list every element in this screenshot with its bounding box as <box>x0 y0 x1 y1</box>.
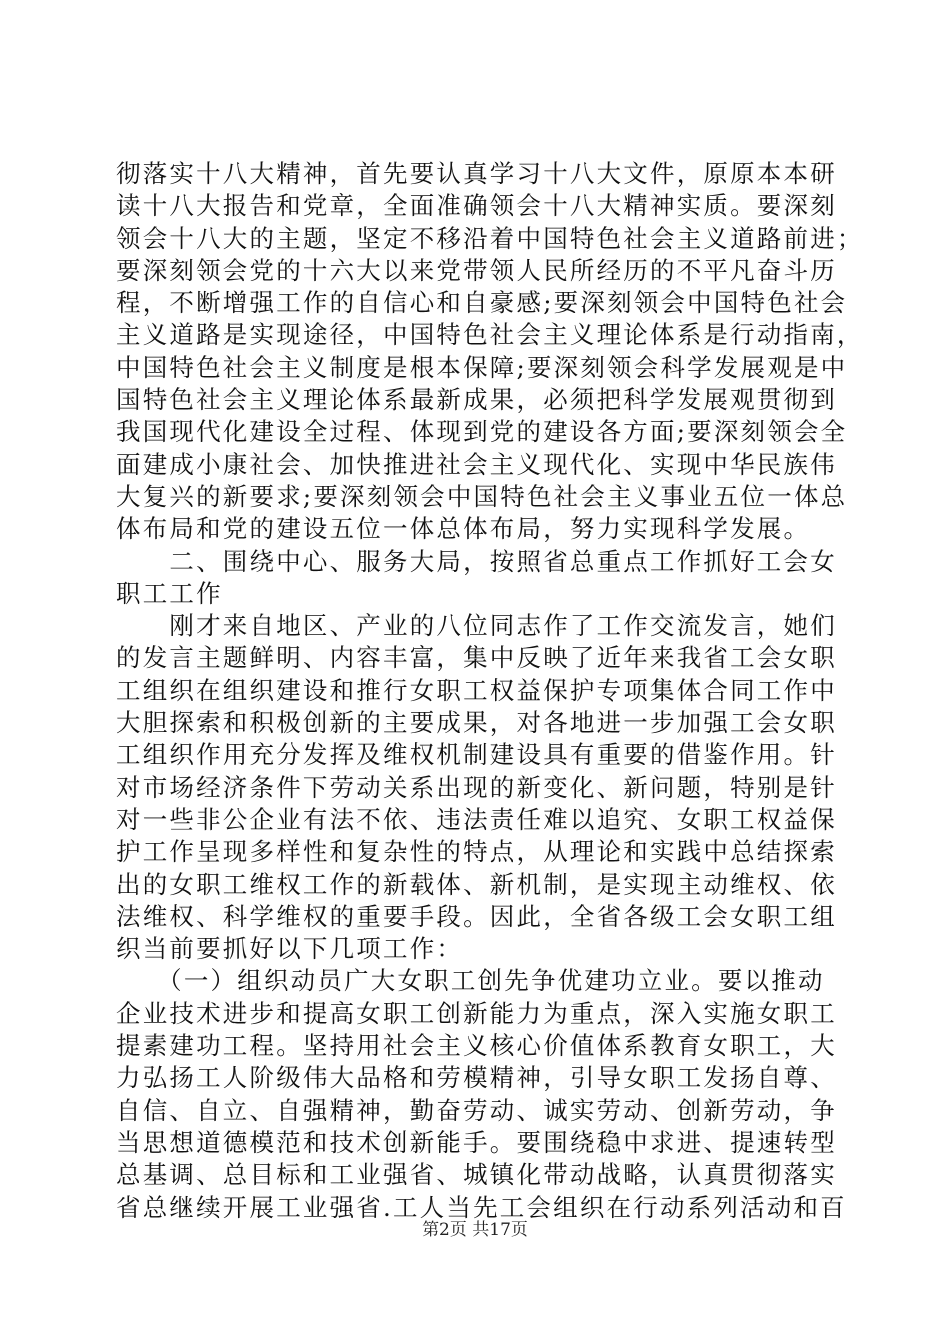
text-line: 二、围绕中心、服务大局，按照省总重点工作抓好工会女 <box>116 546 837 576</box>
text-line: 力弘扬工人阶级伟大品格和劳模精神，引导女职工发扬自尊、 <box>116 1063 837 1093</box>
text-line: 织当前要抓好以下几项工作： <box>116 934 464 964</box>
text-line: 当思想道德模范和技术创新能手。要围绕稳中求进、提速转型 <box>116 1127 837 1157</box>
text-line: 大胆探索和积极创新的主要成果，对各地进一步加强工会女职 <box>116 708 837 738</box>
text-line: 企业技术进步和提高女职工创新能力为重点，深入实施女职工 <box>116 998 837 1028</box>
body-text <box>116 158 864 1224</box>
text-line: 彻落实十八大精神，首先要认真学习十八大文件，原原本本研 <box>116 159 837 188</box>
text-line: 法维权、科学维权的重要手段。因此，全省各级工会女职工组 <box>116 901 837 931</box>
text-line: 大复兴的新要求;要深刻领会中国特色社会主义事业五位一体总 <box>116 481 848 511</box>
text-line: 总基调、总目标和工业强省、城镇化带动战略，认真贯彻落实 <box>116 1160 837 1190</box>
text-line: （一）组织动员广大女职工创先争优建功立业。要以推动 <box>116 966 825 996</box>
text-line: 我国现代化建设全过程、体现到党的建设各方面;要深刻领会全 <box>116 417 848 447</box>
text-line: 省总继续开展工业强省.工人当先工会组织在行动系列活动和百 <box>116 1192 847 1222</box>
page-footer: 第2页 共17页 <box>422 1220 528 1240</box>
text-line: 面建成小康社会、加快推进社会主义现代化、实现中华民族伟 <box>116 449 837 479</box>
text-line: 程，不断增强工作的自信心和自豪感;要深刻领会中国特色社会 <box>116 288 848 318</box>
text-line: 领会十八大的主题，坚定不移沿着中国特色社会主义道路前进； <box>116 223 864 253</box>
text-line: 体布局和党的建设五位一体总体布局，努力实现科学发展。 <box>116 514 811 544</box>
text-line: 主义道路是实现途径，中国特色社会主义理论体系是行动指南， <box>116 320 864 350</box>
text-line: 出的女职工维权工作的新载体、新机制，是实现主动维权、依 <box>116 869 837 899</box>
text-line: 自信、自立、自强精神，勤奋劳动、诚实劳动、创新劳动，争 <box>116 1095 837 1125</box>
text-line: 提素建功工程。坚持用社会主义核心价值体系教育女职工，大 <box>116 1031 837 1061</box>
text-line: 对一些非公企业有法不依、违法责任难以追究、女职工权益保 <box>116 804 837 834</box>
text-line: 要深刻领会党的十六大以来党带领人民所经历的不平凡奋斗历 <box>116 255 837 285</box>
text-line: 工组织作用充分发挥及维权机制建设具有重要的借鉴作用。针 <box>116 740 837 770</box>
text-line: 读十八大报告和党章，全面准确领会十八大精神实质。要深刻 <box>116 191 837 221</box>
text-line: 中国特色社会主义制度是根本保障;要深刻领会科学发展观是中 <box>116 352 848 382</box>
text-line: 刚才来自地区、产业的八位同志作了工作交流发言，她们 <box>116 611 837 641</box>
text-line: 工组织在组织建设和推行女职工权益保护专项集体合同工作中 <box>116 675 837 705</box>
text-line: 的发言主题鲜明、内容丰富，集中反映了近年来我省工会女职 <box>116 643 837 673</box>
text-line: 对市场经济条件下劳动关系出现的新变化、新问题，特别是针 <box>116 772 837 802</box>
text-line: 国特色社会主义理论体系最新成果，必须把科学发展观贯彻到 <box>116 385 837 415</box>
text-line: 职工工作 <box>116 578 223 608</box>
text-line: 护工作呈现多样性和复杂性的特点，从理论和实践中总结探索 <box>116 837 837 867</box>
